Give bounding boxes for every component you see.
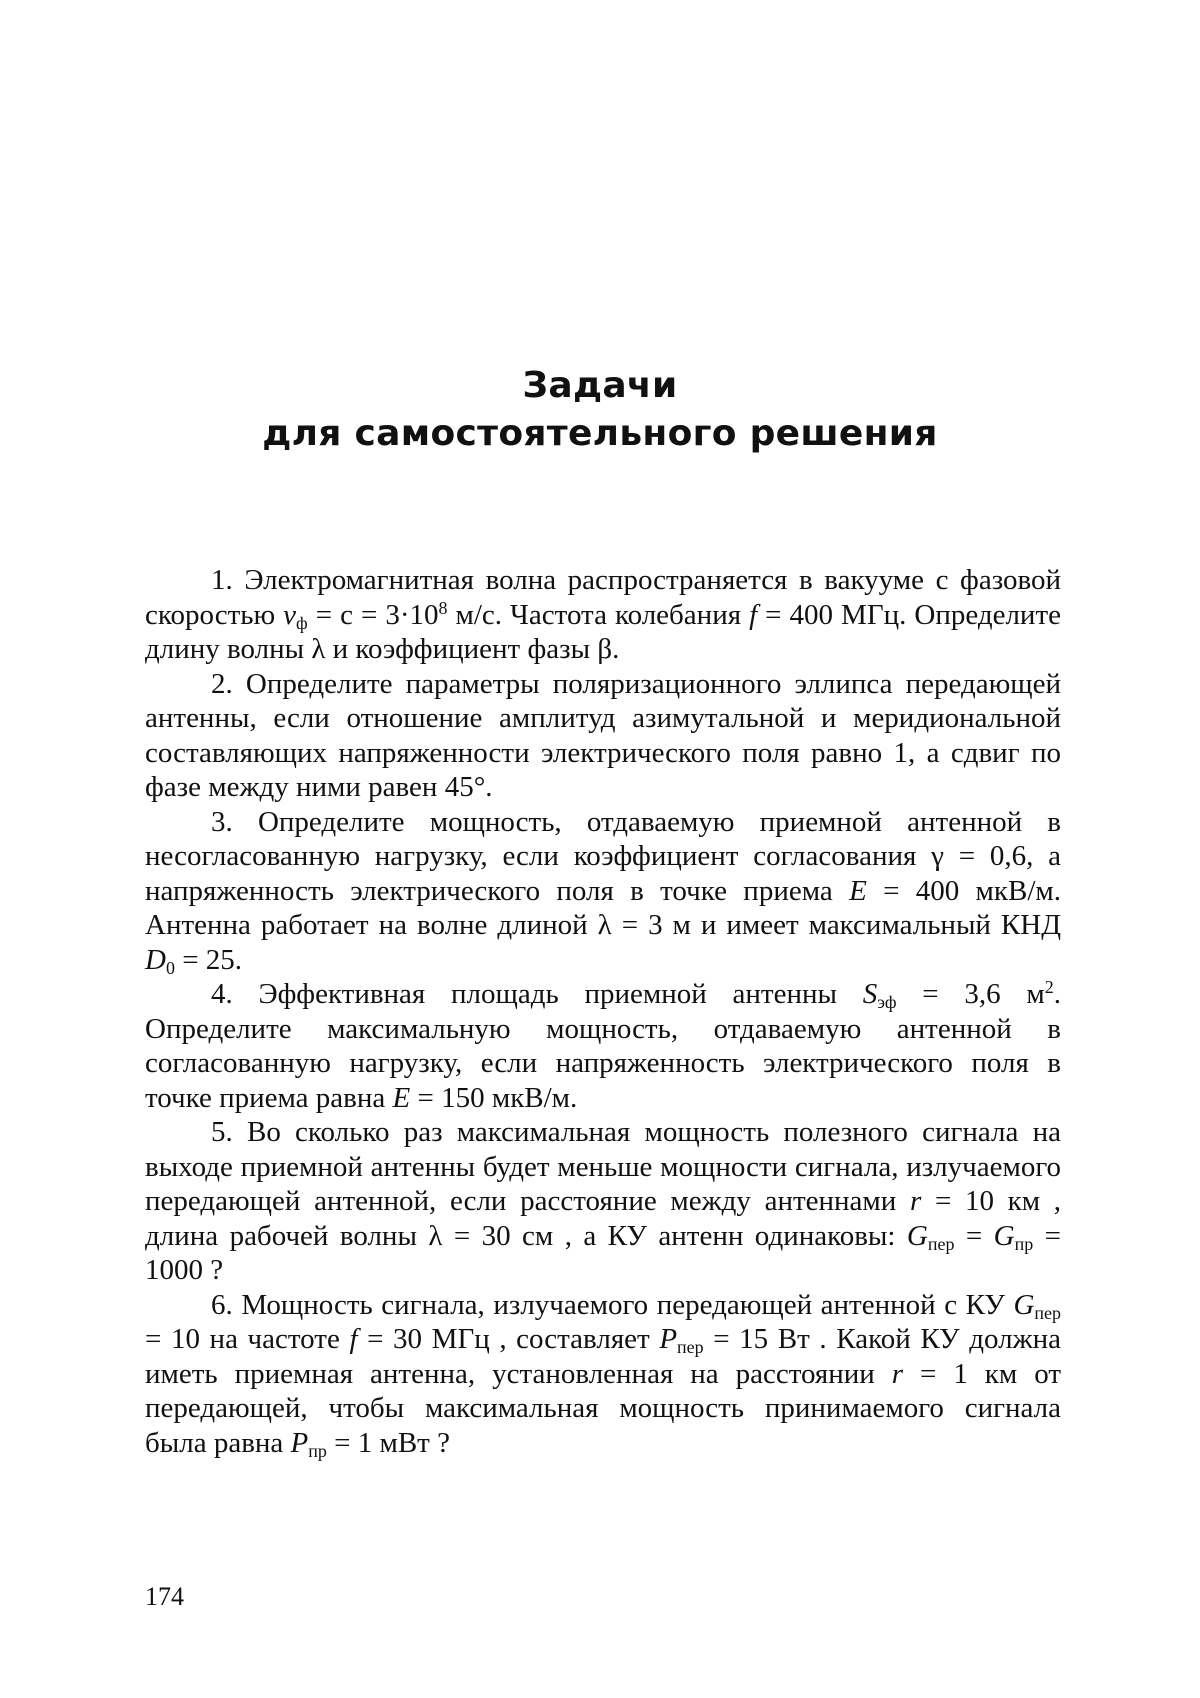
math-subscript: 0 — [165, 957, 175, 978]
math-symbol: f — [749, 598, 758, 631]
problem-2 — [145, 667, 1061, 805]
problem-6 — [145, 1288, 1061, 1461]
math-symbol: E — [392, 1081, 411, 1114]
page-number: 174 — [145, 1582, 184, 1611]
math-symbol: G — [906, 1219, 928, 1252]
math-subscript: пер — [927, 1233, 955, 1254]
problem-text: = 25. — [174, 943, 243, 976]
problem-number: 5. — [211, 1116, 233, 1148]
section-title-line-1: Задачи — [522, 365, 678, 406]
problem-text: м/с. Частота колебания — [447, 598, 750, 631]
problem-text: = 400 МГц. Определите длину волны λ и коэффициент фазы β. — [145, 598, 1061, 665]
problem-1 — [145, 563, 1061, 667]
math-symbol: f — [349, 1323, 358, 1355]
problem-text: = 10 км , длина рабочей волны λ = 30 см , а КУ антенн одинаковы: — [145, 1185, 1061, 1252]
math-symbol: E — [849, 874, 867, 907]
math-subscript: эф — [877, 992, 897, 1013]
problem-text: = 1 мВт ? — [326, 1426, 450, 1459]
section-title — [0, 362, 1200, 458]
math-symbol: P — [659, 1323, 678, 1355]
problem-text: = 400 мкВ/м. Антенна работает на волне длиной λ = 3 м и имеет максимальный КНД — [145, 874, 1061, 941]
math-symbol: D — [145, 943, 166, 976]
math-subscript: ф — [296, 612, 308, 633]
math-superscript: 8 — [438, 597, 448, 618]
problem-number: 3. — [211, 805, 233, 838]
math-subscript: пер — [677, 1337, 704, 1358]
problem-number: 1. — [211, 564, 233, 596]
problem-4 — [145, 977, 1061, 1115]
problem-5 — [145, 1115, 1061, 1288]
problem-number: 2. — [211, 667, 233, 700]
problem-text: Электромагнитная волна распространяется в вакууме с фазовой скоростью — [145, 564, 1062, 631]
math-subscript: пер — [1034, 1302, 1061, 1323]
problem-text: = 3,6 м — [896, 978, 1045, 1010]
math-symbol: v — [283, 598, 297, 631]
problem-text: = 30 МГц , составляет — [357, 1323, 660, 1355]
problem-3 — [145, 805, 1061, 978]
section-title-line-2: для самостоятельного решения — [262, 413, 938, 454]
problem-text: Мощность сигнала, излучаемого передающей антенной с КУ — [241, 1288, 1014, 1321]
math-symbol: G — [1013, 1288, 1035, 1321]
problem-text: = 1 км от передающей, чтобы максимальная мощность принимаемого сигнала была равна — [145, 1357, 1061, 1459]
problem-text: Во сколько раз максимальная мощность полезного сигнала на выходе приемной антенны будет меньше мощности сигнала, излучаемого передающей антенной, если расстояние между антеннами — [145, 1116, 1061, 1217]
problem-number: 6. — [211, 1288, 233, 1321]
problem-text: Определите параметры поляризационного эллипса передающей антенны, если отношение амплитуд азимутальной и меридиональной составляющих напряженности электрического поля равно 1, а сдвиг по фазе между ними равен 45°. — [145, 667, 1061, 803]
problem-text: . Определите максимальную мощность, отдаваемую антенной в согласованную нагрузку, если напряженность электрического поля в точке приема равна — [145, 978, 1061, 1114]
problem-text: = 150 мкВ/м. — [410, 1081, 578, 1114]
math-symbol: r — [909, 1185, 922, 1217]
problem-list — [145, 563, 1061, 1460]
problem-text: Определите мощность, отдаваемую приемной антенной в несогласованную нагрузку, если коэффициент согласования γ = 0,6, а напряженность электрического поля в точке приема — [145, 805, 1062, 907]
problem-text: = 10 на частоте — [145, 1323, 350, 1355]
problem-text: = — [954, 1219, 994, 1252]
math-subscript: пр — [308, 1440, 327, 1461]
problem-text: = 15 Вт . Какой КУ должна иметь приемная антенна, установленная на расстоянии — [145, 1323, 1061, 1390]
math-symbol: r — [891, 1357, 904, 1390]
math-symbol: G — [993, 1219, 1015, 1252]
math-expression: = c = 3·10 — [307, 598, 439, 631]
math-symbol: P — [290, 1426, 309, 1459]
problem-number: 4. — [211, 978, 233, 1010]
math-superscript: 2 — [1044, 977, 1054, 998]
problem-text: Эффективная площадь приемной антенны — [258, 978, 863, 1010]
problem-text: = 1000 ? — [145, 1219, 1061, 1286]
math-subscript: пр — [1014, 1233, 1034, 1254]
math-symbol: S — [862, 978, 878, 1010]
